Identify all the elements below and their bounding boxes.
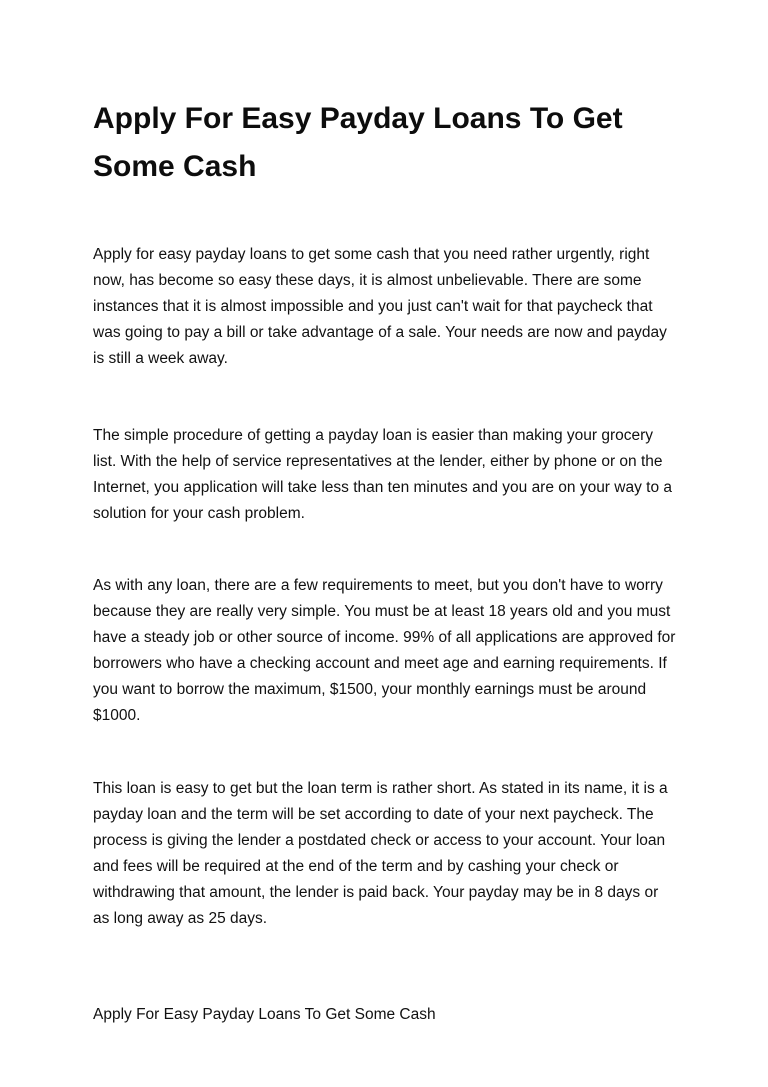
paragraph-intro: Apply for easy payday loans to get some cash that you need rather urgently, right now, has become so easy these days, it is almost unbelievable. There are some instances that it is almost impossible and you just can't wait for that paycheck that was going to pay a bill or take advantage of a sale. Your needs are now and payday is still a week away. xyxy=(93,246,667,367)
paragraph-procedure: The simple procedure of getting a payday loan is easier than making your grocery list. With the help of service representatives at the lender, either by phone or on the Internet, you application will take less than ten minutes and you are on your way to a solution for your cash problem. xyxy=(93,427,673,522)
paragraph-requirements: As with any loan, there are a few requirements to meet, but you don't have to worry because they are really very simple. You must be at least 18 years old and you must have a steady job or other source of income. 99% of all applications are approved for borrowers who have a checking account and meet age and earning requirements. If you want to borrow the maximum, $1500, your monthly earnings must be around $1000. xyxy=(93,577,676,724)
page-title: Apply For Easy Payday Loans To Get Some Cash xyxy=(93,102,623,183)
paragraph-loan-term: This loan is easy to get but the loan term is rather short. As stated in its name, it is a payday loan and the term will be set according to date of your next paycheck. The process is giving the lender a postdated check or access to your account. Your loan and fees will be required at the end of the term and by cashing your check or withdrawing that amount, the lender is paid back. Your payday may be in 8 days or as long away as 25 days. xyxy=(93,780,668,927)
page-footer: Apply For Easy Payday Loans To Get Some Cash xyxy=(93,1006,436,1023)
